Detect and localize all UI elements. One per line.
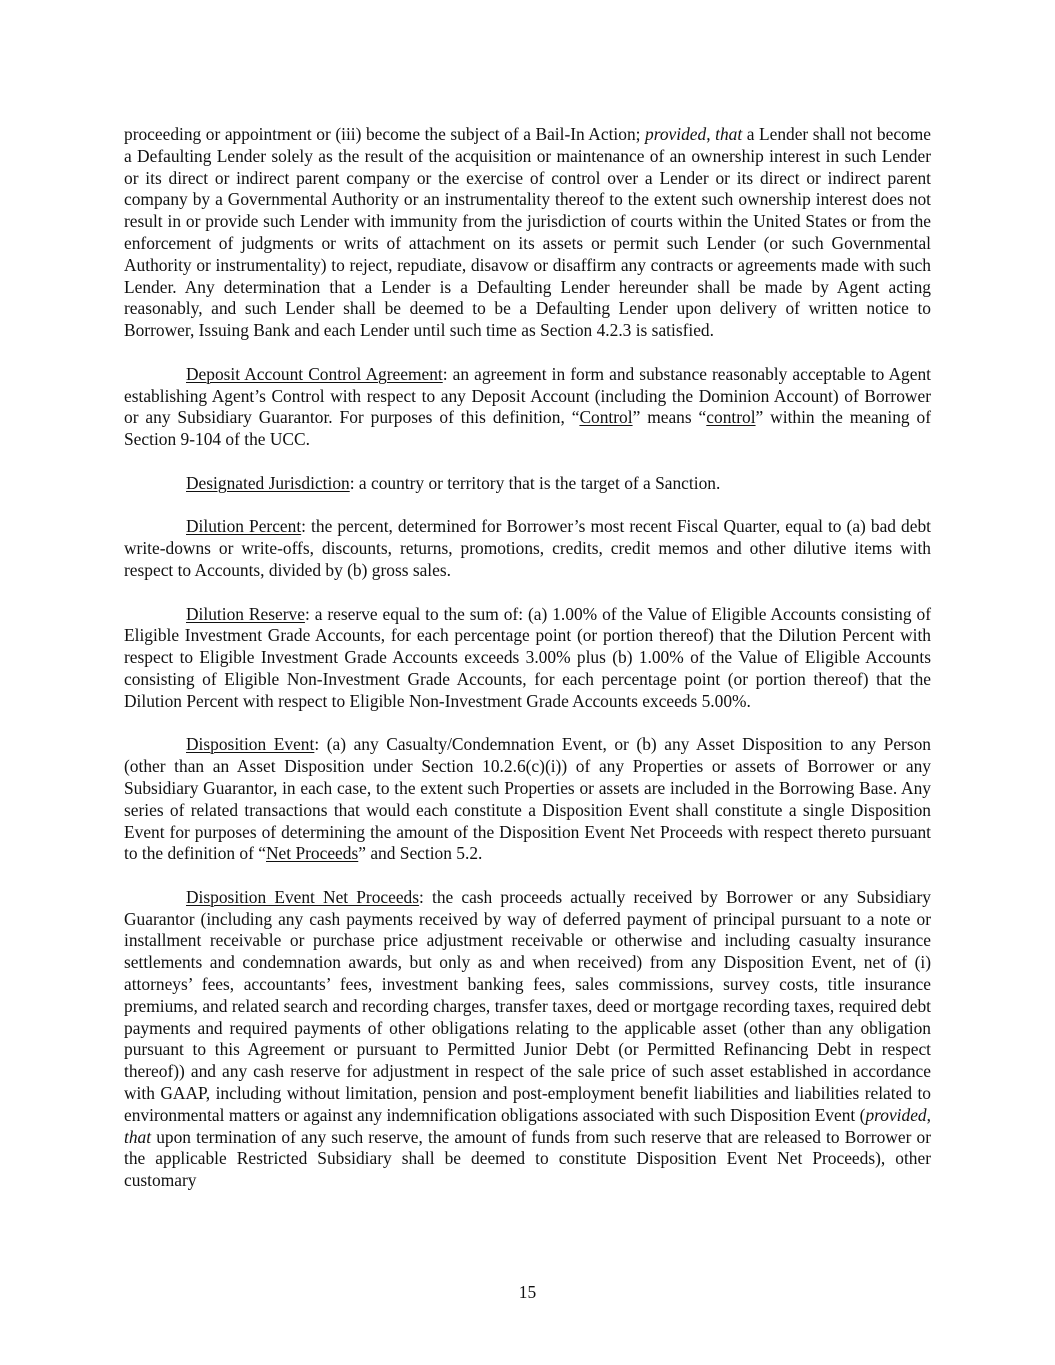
definition-designated-jurisdiction bbox=[124, 473, 931, 495]
text-run: ” and Section 5.2. bbox=[358, 843, 483, 864]
definition-dilution-percent bbox=[124, 516, 931, 581]
defined-term: Deposit Account Control Agreement bbox=[186, 363, 443, 384]
text-run: : a reserve equal to the sum of: (a) 1.00% of the Value of Eligible Accounts consisting of Eligible Investment Grade Accounts, for each percentage point (or portion thereof) that the Dilution Percent with respect to Eligible Investment Grade Accounts exceeds 3.00% plus (b) 1.00% of the Value of Eligible Accounts consisting of Eligible Non-Investment Grade Accounts, for each percentage point (or portion thereof) that the Dilution Percent with respect to Eligible Non-Investment Grade Accounts exceeds 5.00%. bbox=[124, 603, 931, 711]
italic-provided: provided bbox=[865, 1104, 927, 1125]
text-run: : (a) any Casualty/Condemnation Event, or (b) any Asset Disposition to any Person (other than an Asset Disposition under Section 10.2.6(c)(i)) of any Properties or assets of Borrower or any Subsidiary Guarantor, in each case, to the extent such Properties or assets are included in the Borrowing Base. Any series of related transactions that would each constitute a Disposition Event shall constitute a single Disposition Event for purposes of determining the amount of the Disposition Event Net Proceeds with respect thereto pursuant to the definition of “ bbox=[124, 734, 931, 864]
page-number: 15 bbox=[518, 1282, 537, 1302]
paragraph-defaulting-lender-continued bbox=[124, 124, 931, 342]
text-run: : a country or territory that is the target of a Sanction. bbox=[349, 472, 721, 493]
text-run: : the cash proceeds actually received by Borrower or any Subsidiary Guarantor (including any cash payments received by way of deferred payment of principal pursuant to a note or installment receivable or purchase price adjustment receivable or otherwise and including casualty insurance settlements and condemnation awards, but only as and when received) from any Disposition Event, net of (i) attorneys’ fees, accountants’ fees, investment banking fees, sales commissions, survey costs, title insurance premiums, and related search and recording charges, transfer taxes, deed or mortgage recording taxes, required debt payments and required payments of other obligations relating to the applicable asset (other than any obligation pursuant to this Agreement or pursuant to Permitted Junior Debt (or Permitted Refinancing Debt in respect thereof)) and any cash reserve for adjustment in respect of the sale price of such asset established in accordance with GAAP, including without limitation, pension and post-employment benefit liabilities and liabilities related to environmental matters or against any indemnification obligations associated with such Disposition Event ( bbox=[124, 886, 931, 1125]
italic-that: that bbox=[124, 1126, 152, 1147]
defined-term-reference: Net Proceeds bbox=[266, 843, 359, 864]
text-run: a Lender shall not become a Defaulting Lender solely as the result of the acquisition or maintenance of an ownership interest in such Lender or its direct or indirect parent company or the exercise of control over a Lender or its direct or indirect parent company by a Governmental Authority or an instrumentality thereof to the extent such ownership interest does not result in or provide such Lender with immunity from the jurisdiction of courts within the United States or from the enforcement of judgments or writs of attachment on its assets or permit such Lender (or such Governmental Authority or instrumentality) to reject, repudiate, disavow or disaffirm any contracts or agreements made with such Lender. Any determination that a Lender is a Defaulting Lender hereunder shall be made by Agent acting reasonably, and such Lender shall be deemed to be a Defaulting Lender upon delivery of written notice to Borrower, Issuing Bank and each Lender until such time as Section 4.2.3 is satisfied. bbox=[124, 124, 931, 341]
definition-deposit-account-control-agreement bbox=[124, 364, 931, 451]
definition-disposition-event bbox=[124, 734, 931, 865]
text-run: ” means “ bbox=[632, 407, 707, 428]
definition-dilution-reserve bbox=[124, 604, 931, 713]
text-run: , bbox=[706, 124, 716, 144]
italic-provided: provided bbox=[645, 124, 707, 144]
text-run: : the percent, determined for Borrower’s most recent Fiscal Quarter, equal to (a) bad debt write-downs or write-offs, discounts, returns, promotions, credits, credit memos and other dilutive items with respect to Accounts, divided by (b) gross sales. bbox=[124, 516, 931, 580]
defined-term: Designated Jurisdiction bbox=[186, 472, 350, 493]
text-run: , bbox=[926, 1104, 931, 1125]
text-run: : an agreement in form and substance reasonably acceptable to Agent establishing Agent’s Control with respect to any Deposit Account (including the Dominion Account) of Borrower or any Subsidiary Guarantor. For purposes of this definition, “ bbox=[124, 363, 931, 428]
defined-term-reference: Control bbox=[579, 407, 633, 428]
text-run: upon termination of any such reserve, the amount of funds from such reserve that are released to Borrower or the applicable Restricted Subsidiary shall be deemed to constitute Disposition Event Net Proceeds), other customary bbox=[124, 1126, 931, 1191]
italic-that: that bbox=[715, 124, 743, 144]
defined-term: Disposition Event bbox=[186, 734, 315, 755]
defined-term: Dilution Percent bbox=[186, 516, 302, 537]
text-run: proceeding or appointment or (iii) become the subject of a Bail-In Action; bbox=[124, 124, 646, 144]
document-body bbox=[124, 124, 931, 1214]
text-run: ” within the meaning of Section 9-104 of the UCC. bbox=[124, 407, 931, 450]
defined-term: Dilution Reserve bbox=[186, 603, 305, 624]
defined-term: Disposition Event Net Proceeds bbox=[186, 886, 420, 907]
defined-term-reference: control bbox=[706, 407, 756, 428]
definition-disposition-event-net-proceeds bbox=[124, 887, 931, 1192]
